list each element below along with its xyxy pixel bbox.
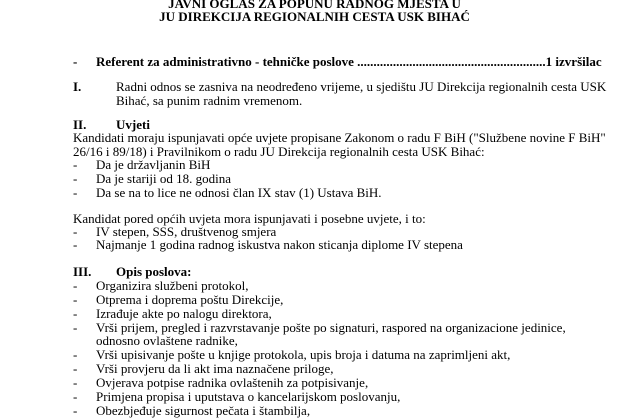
duty-item: Obezbjeđuje sigurnost pečata i štambilja,: [96, 403, 311, 418]
list-bullet: -: [73, 157, 78, 172]
list-bullet: -: [73, 185, 78, 200]
list-bullet: -: [73, 171, 78, 186]
list-bullet: -: [73, 375, 78, 390]
list-bullet: -: [73, 361, 78, 376]
list-bullet: -: [73, 403, 78, 418]
general-condition-item: Da je stariji od 18. godina: [96, 171, 232, 186]
section-3-numeral: III.: [73, 264, 92, 279]
duty-item: Ovjerava potpise radnika ovlaštenih za potpisivanje,: [96, 375, 369, 390]
list-bullet: -: [73, 320, 78, 335]
section-2-numeral: II.: [73, 117, 87, 132]
section-1-text-line: Radni odnos se zasniva na neodređeno vrijeme, u sjedištu JU Direkcija regionalnih cesta USK: [116, 79, 607, 94]
document-title-line-2: JU DIREKCIJA REGIONALNIH CESTA USK BIHAĆ: [159, 9, 470, 24]
list-bullet: -: [73, 278, 78, 293]
general-condition-item: Da je državljanin BiH: [96, 157, 211, 172]
list-bullet: -: [73, 237, 78, 252]
section-2-heading: Uvjeti: [116, 117, 150, 132]
position-label: Referent za administrativno - tehničke poslove ..........................................................1 izvršilac: [96, 54, 602, 69]
duty-item: Izrađuje akte po nalogu direktora,: [96, 306, 272, 321]
document-title-line-1: JAVNI OGLAS ZA POPUNU RADNOG MJESTA U: [168, 0, 461, 11]
special-conditions-intro: Kandidat pored općih uvjeta mora ispunjavati i posebne uvjete, i to:: [73, 211, 426, 226]
special-condition-item: Najmanje 1 godina radnog iskustva nakon sticanja diplome IV stepena: [96, 237, 463, 252]
section-1-numeral: I.: [73, 79, 82, 94]
duty-item: Organizira službeni protokol,: [96, 278, 249, 293]
duty-item: Otprema i doprema poštu Direkcije,: [96, 292, 284, 307]
section-2-intro-line: Kandidati moraju ispunjavati opće uvjete propisane Zakonom o radu F BiH ("Službene novine F BiH": [73, 130, 606, 145]
section-1-text-line: Bihać, sa punim radnim vremenom.: [116, 93, 303, 108]
duty-item: Primjena propisa i uputstava o kancelarijskom poslovanju,: [96, 389, 401, 404]
list-bullet: -: [73, 224, 78, 239]
list-bullet: -: [73, 389, 78, 404]
general-condition-item: Da se na to lice ne odnosi član IX stav (1) Ustava BiH.: [96, 185, 382, 200]
position-dash: -: [73, 54, 78, 69]
list-bullet: -: [73, 306, 78, 321]
list-bullet: -: [73, 292, 78, 307]
duty-item-continuation: odnosno ovlaštene radnike,: [96, 333, 238, 348]
list-bullet: -: [73, 347, 78, 362]
duty-item: Vrši upisivanje pošte u knjige protokola, upis broja i datuma na zaprimljeni akt,: [96, 347, 511, 362]
duty-item: Vrši provjeru da li akt ima naznačene priloge,: [96, 361, 334, 376]
duty-item: Vrši prijem, pregled i razvrstavanje pošte po signaturi, raspored na organizacione jedinice,: [96, 320, 566, 335]
section-3-heading: Opis poslova:: [116, 264, 192, 279]
special-condition-item: IV stepen, SSS, društvenog smjera: [96, 224, 277, 239]
section-2-intro-line: 26/16 i 89/18) i Pravilnikom o radu JU Direkcija regionalnih cesta USK Bihać:: [73, 144, 485, 159]
